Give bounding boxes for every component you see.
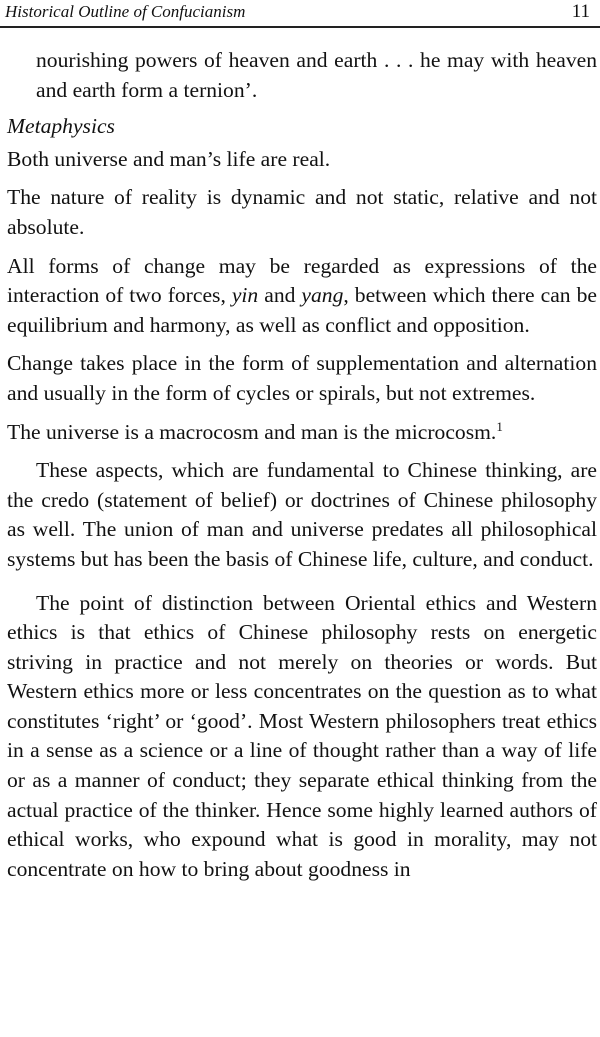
term-yin: yin	[231, 283, 259, 308]
quote-continuation: nourishing powers of heaven and earth . . . he may with heaven and earth form a ternion’.	[36, 48, 597, 102]
point-3-text-b: and	[258, 283, 302, 308]
metaphysics-point-3	[7, 252, 597, 341]
term-yang: yang	[301, 283, 344, 308]
footnote-marker: 1	[496, 418, 503, 434]
paragraph-credo: These aspects, which are fundamental to Chinese thinking, are the credo (statement of belief) or doctrines of Chinese philosophy as well. The union of man and universe predates all philosophical systems but has been the basis of Chinese life, culture, and conduct.	[7, 458, 597, 571]
metaphysics-point-1: Both universe and man’s life are real.	[7, 146, 331, 171]
point-3-text-c: , between which there can be equilibrium and harmony, as well as conflict and opposition.	[7, 283, 597, 337]
point-3-text-a: All forms of change may be regarded as expressions of the interaction of two forces,	[7, 253, 597, 308]
header-rule	[0, 26, 600, 28]
metaphysics-point-5	[7, 418, 597, 448]
page-body	[7, 46, 597, 884]
section-heading: Metaphysics	[7, 114, 115, 139]
page-number: 11	[571, 1, 590, 22]
running-title: Historical Outline of Confucianism	[5, 2, 246, 21]
paragraph-ethics: The point of distinction between Oriental ethics and Western ethics is that ethics of Chinese philosophy rests on energetic striving in practice and not merely on theories or words. But Western ethics more or less concentrates on the question as to what constitutes ‘right’ or ‘good’. Most Western philosophers treat ethics in a sense as a science or a line of thought rather than a way of life or as a manner of conduct; they separate ethical thinking from the actual practice of the thinker. Hence some highly learned authors of ethical works, who expound what is good in morality, may not concentrate on how to bring about goodness in	[7, 590, 597, 881]
metaphysics-point-4: Change takes place in the form of supplementation and alternation and usually in the form of cycles or spirals, but not extremes.	[7, 351, 597, 405]
point-5-text: The universe is a macrocosm and man is the microcosm.	[7, 419, 497, 444]
metaphysics-point-2: The nature of reality is dynamic and not static, relative and not absolute.	[7, 185, 597, 239]
